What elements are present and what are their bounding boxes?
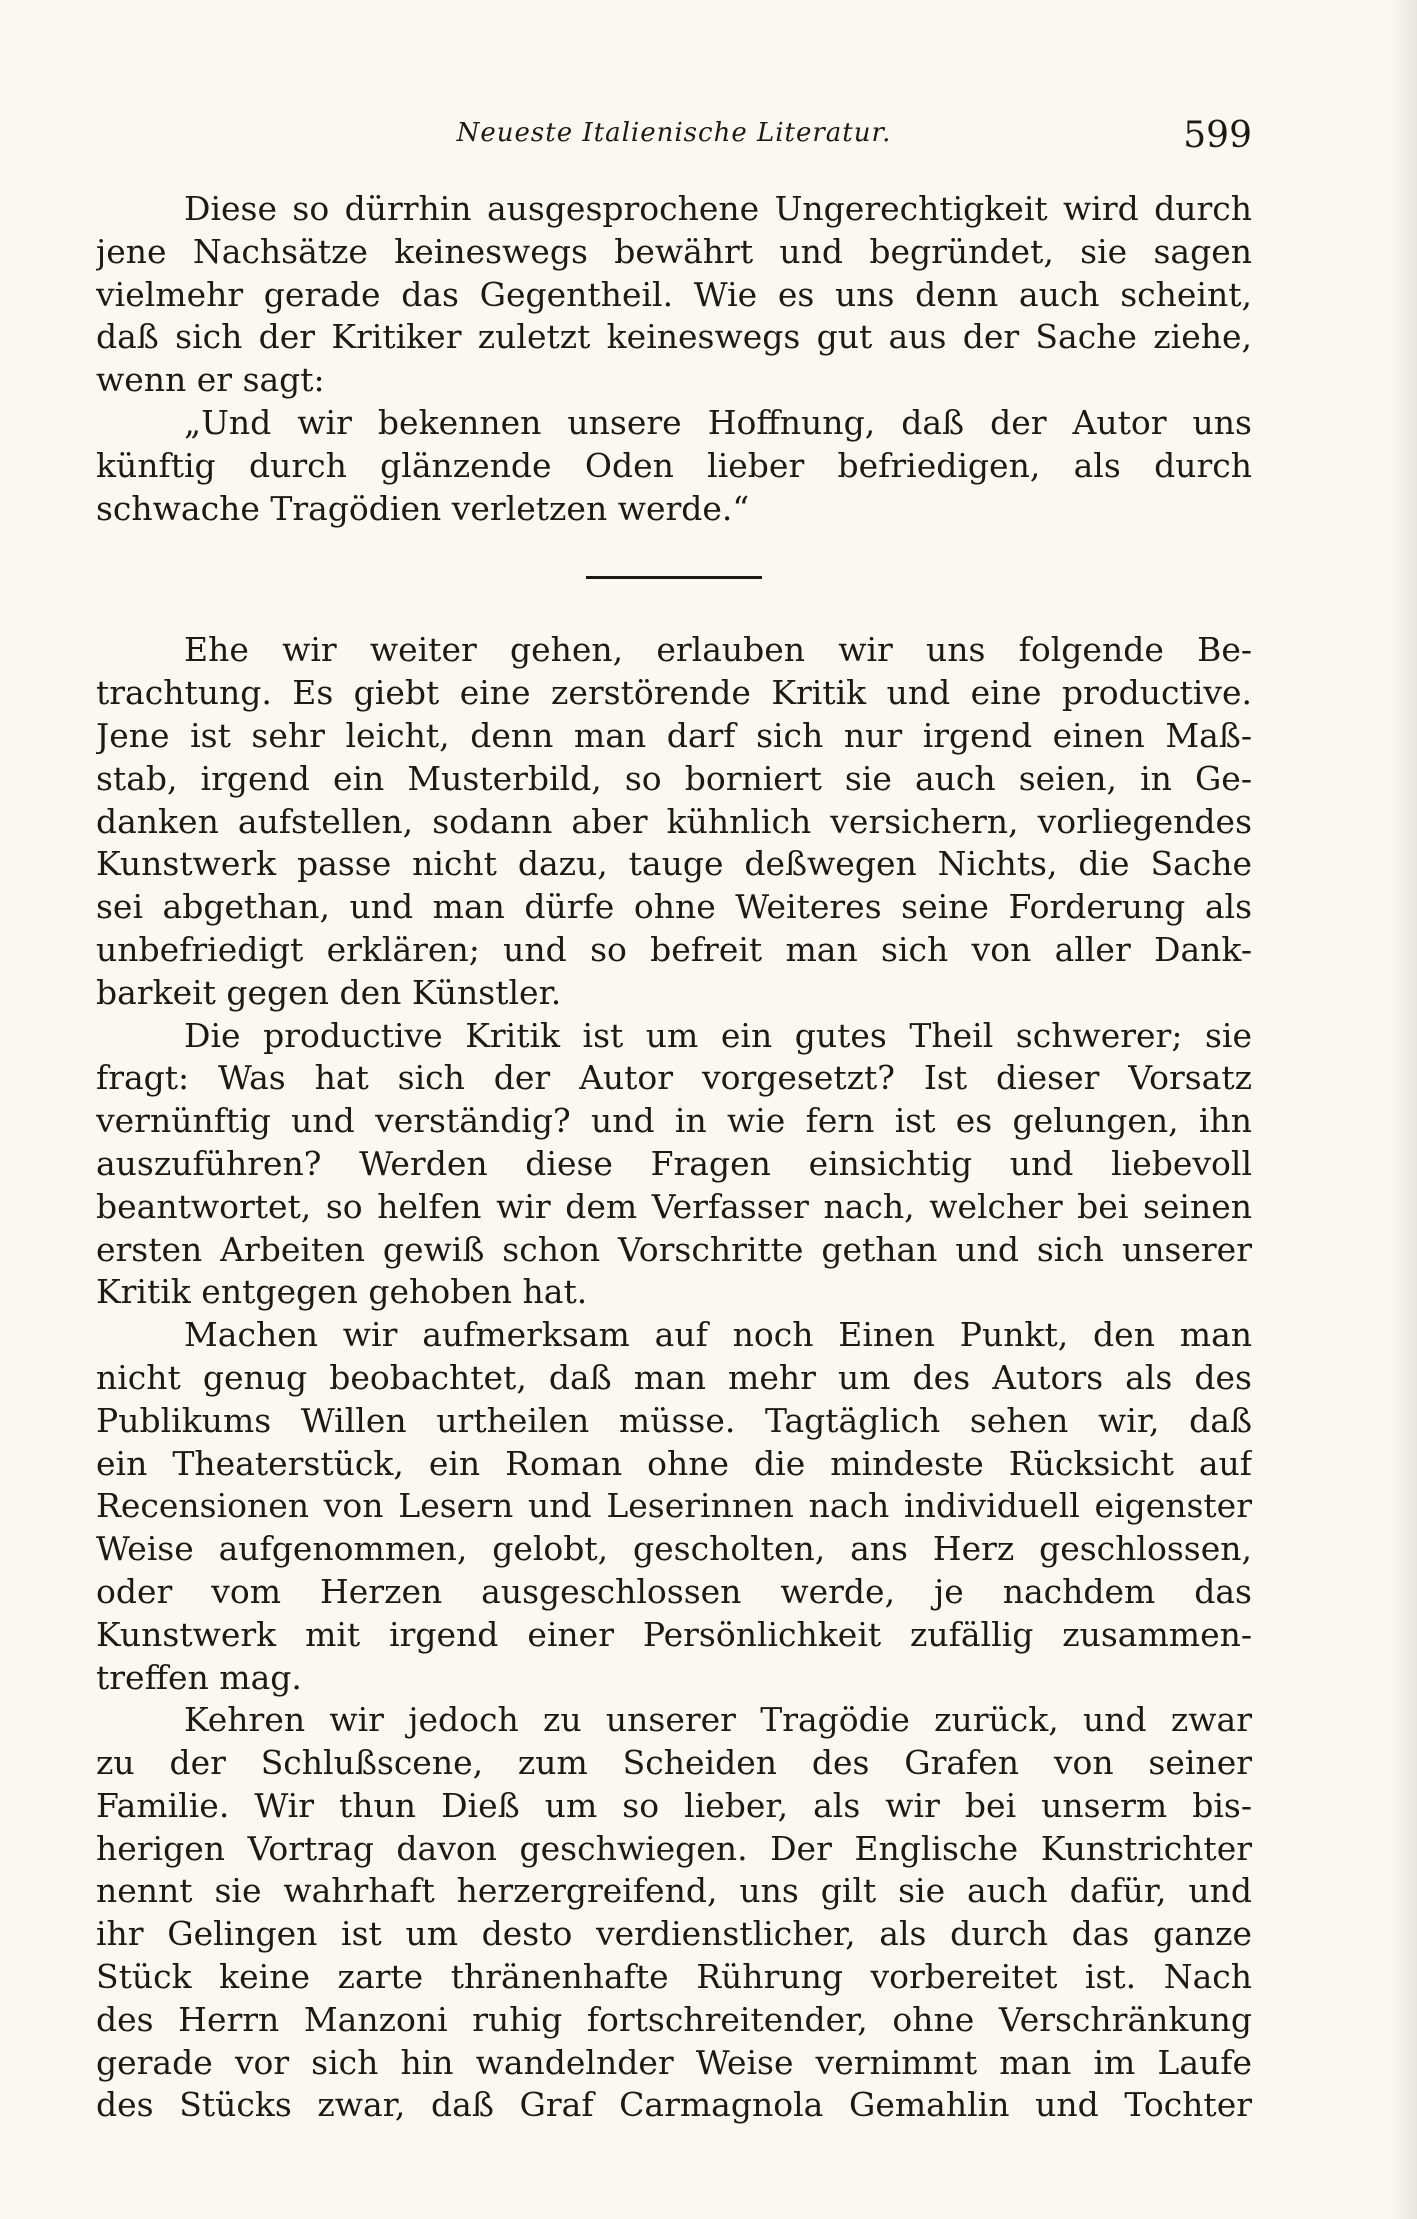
text-line: auszuführen? Werden diese Fragen einsichtig und liebevoll <box>96 1143 1252 1183</box>
text-line: Jene ist sehr leicht, denn man darf sich nur irgend einen Maß- <box>96 715 1252 755</box>
text-line: Diese so dürrhin ausgesprochene Ungerechtigkeit wird durch <box>184 189 1252 228</box>
text-line: trachtung. Es giebt eine zerstörende Kritik und eine productive. <box>96 673 1252 713</box>
page-number: 599 <box>1183 115 1252 156</box>
paragraph-1 <box>96 629 1252 1014</box>
text-line: vernünftig und verständig? und in wie fern ist es gelungen, ihn <box>96 1101 1252 1141</box>
text-line: ein Theaterstück, ein Roman ohne die mindeste Rücksicht auf <box>96 1443 1252 1483</box>
text-line: Publikums Willen urtheilen müsse. Tagtäglich sehen wir, daß <box>96 1400 1252 1440</box>
text-line: ersten Arbeiten gewiß schon Vorschritte gethan und sich unserer <box>96 1229 1252 1269</box>
text-line: des Herrn Manzoni ruhig fortschreitender, ohne Verschränkung <box>96 1999 1252 2039</box>
text-line: beantwortet, so helfen wir dem Verfasser nach, welcher bei seinen <box>96 1186 1252 1226</box>
text-line: Kunstwerk mit irgend einer Persönlichkeit zufällig zusammen- <box>96 1614 1252 1654</box>
quote-line: künftig durch glänzende Oden lieber befriedigen, als durch <box>96 445 1252 485</box>
text-line: fragt: Was hat sich der Autor vorgesetzt? Ist dieser Vorsatz <box>96 1058 1252 1098</box>
text-line: unbefriedigt erklären; und so befreit man sich von aller Dank- <box>96 929 1252 969</box>
text-line: Kunstwerk passe nicht dazu, tauge deßwegen Nichts, die Sache <box>96 844 1252 884</box>
text-line: herigen Vortrag davon geschwiegen. Der Englische Kunstrichter <box>96 1828 1252 1868</box>
text-line: wenn er sagt: <box>96 360 325 400</box>
text-line: Weise aufgenommen, gelobt, gescholten, ans Herz geschlossen, <box>96 1529 1252 1569</box>
text-line: Die productive Kritik ist um ein gutes Theil schwerer; sie <box>184 1015 1252 1055</box>
text-line: Ehe wir weiter gehen, erlauben wir uns folgende Be- <box>184 630 1252 670</box>
text-line: Machen wir aufmerksam auf noch Einen Punkt, den man <box>184 1315 1252 1355</box>
text-line: nennt sie wahrhaft herzergreifend, uns gilt sie auch dafür, und <box>96 1871 1252 1911</box>
text-line: Recensionen von Lesern und Leserinnen nach individuell eigenster <box>96 1486 1252 1526</box>
text-line: treffen mag. <box>96 1657 302 1697</box>
paragraph-continuation <box>96 188 1252 402</box>
text-line: sei abgethan, und man dürfe ohne Weiteres seine Forderung als <box>96 887 1252 927</box>
section-separator-rule <box>586 576 762 579</box>
block-quote <box>96 402 1252 530</box>
text-line: jene Nachsätze keineswegs bewährt und begründet, sie sagen <box>96 231 1252 271</box>
text-line: des Stücks zwar, daß Graf Carmagnola Gemahlin und Tochter <box>96 2085 1252 2125</box>
text-line: zu der Schlußscene, zum Scheiden des Grafen von seiner <box>96 1743 1252 1783</box>
text-line: vielmehr gerade das Gegentheil. Wie es uns denn auch scheint, <box>96 274 1252 314</box>
text-line: ihr Gelingen ist um desto verdienstlicher, als durch das ganze <box>96 1914 1252 1954</box>
paragraph-3 <box>96 1314 1252 1699</box>
paragraph-4 <box>96 1699 1252 2127</box>
text-line: nicht genug beobachtet, daß man mehr um des Autors als des <box>96 1357 1252 1397</box>
text-line: Kehren wir jedoch zu unserer Tragödie zurück, und zwar <box>184 1700 1252 1740</box>
paragraph-2 <box>96 1015 1252 1315</box>
text-line: barkeit gegen den Künstler. <box>96 972 562 1012</box>
text-line: Stück keine zarte thränenhafte Rührung vorbereitet ist. Nach <box>96 1957 1252 1997</box>
text-line: oder vom Herzen ausgeschlossen werde, je nachdem das <box>96 1571 1252 1611</box>
quote-line: „Und wir bekennen unsere Hoffnung, daß der Autor uns <box>184 402 1252 442</box>
quote-line: schwache Tragödien verletzen werde.“ <box>96 488 750 528</box>
text-line: gerade vor sich hin wandelnder Weise vernimmt man im Laufe <box>96 2042 1252 2082</box>
running-title: Neueste Italienische Literatur. <box>456 118 892 148</box>
running-head <box>96 110 1252 160</box>
text-line: Kritik entgegen gehoben hat. <box>96 1272 588 1312</box>
body-text <box>96 188 1252 2127</box>
text-line: daß sich der Kritiker zuletzt keineswegs gut aus der Sache ziehe, <box>96 317 1252 357</box>
text-line: stab, irgend ein Musterbild, so borniert sie auch seien, in Ge- <box>96 758 1252 798</box>
text-line: Familie. Wir thun Dieß um so lieber, als wir bei unserm bis- <box>96 1785 1252 1825</box>
text-line: danken aufstellen, sodann aber kühnlich versichern, vorliegendes <box>96 801 1252 841</box>
